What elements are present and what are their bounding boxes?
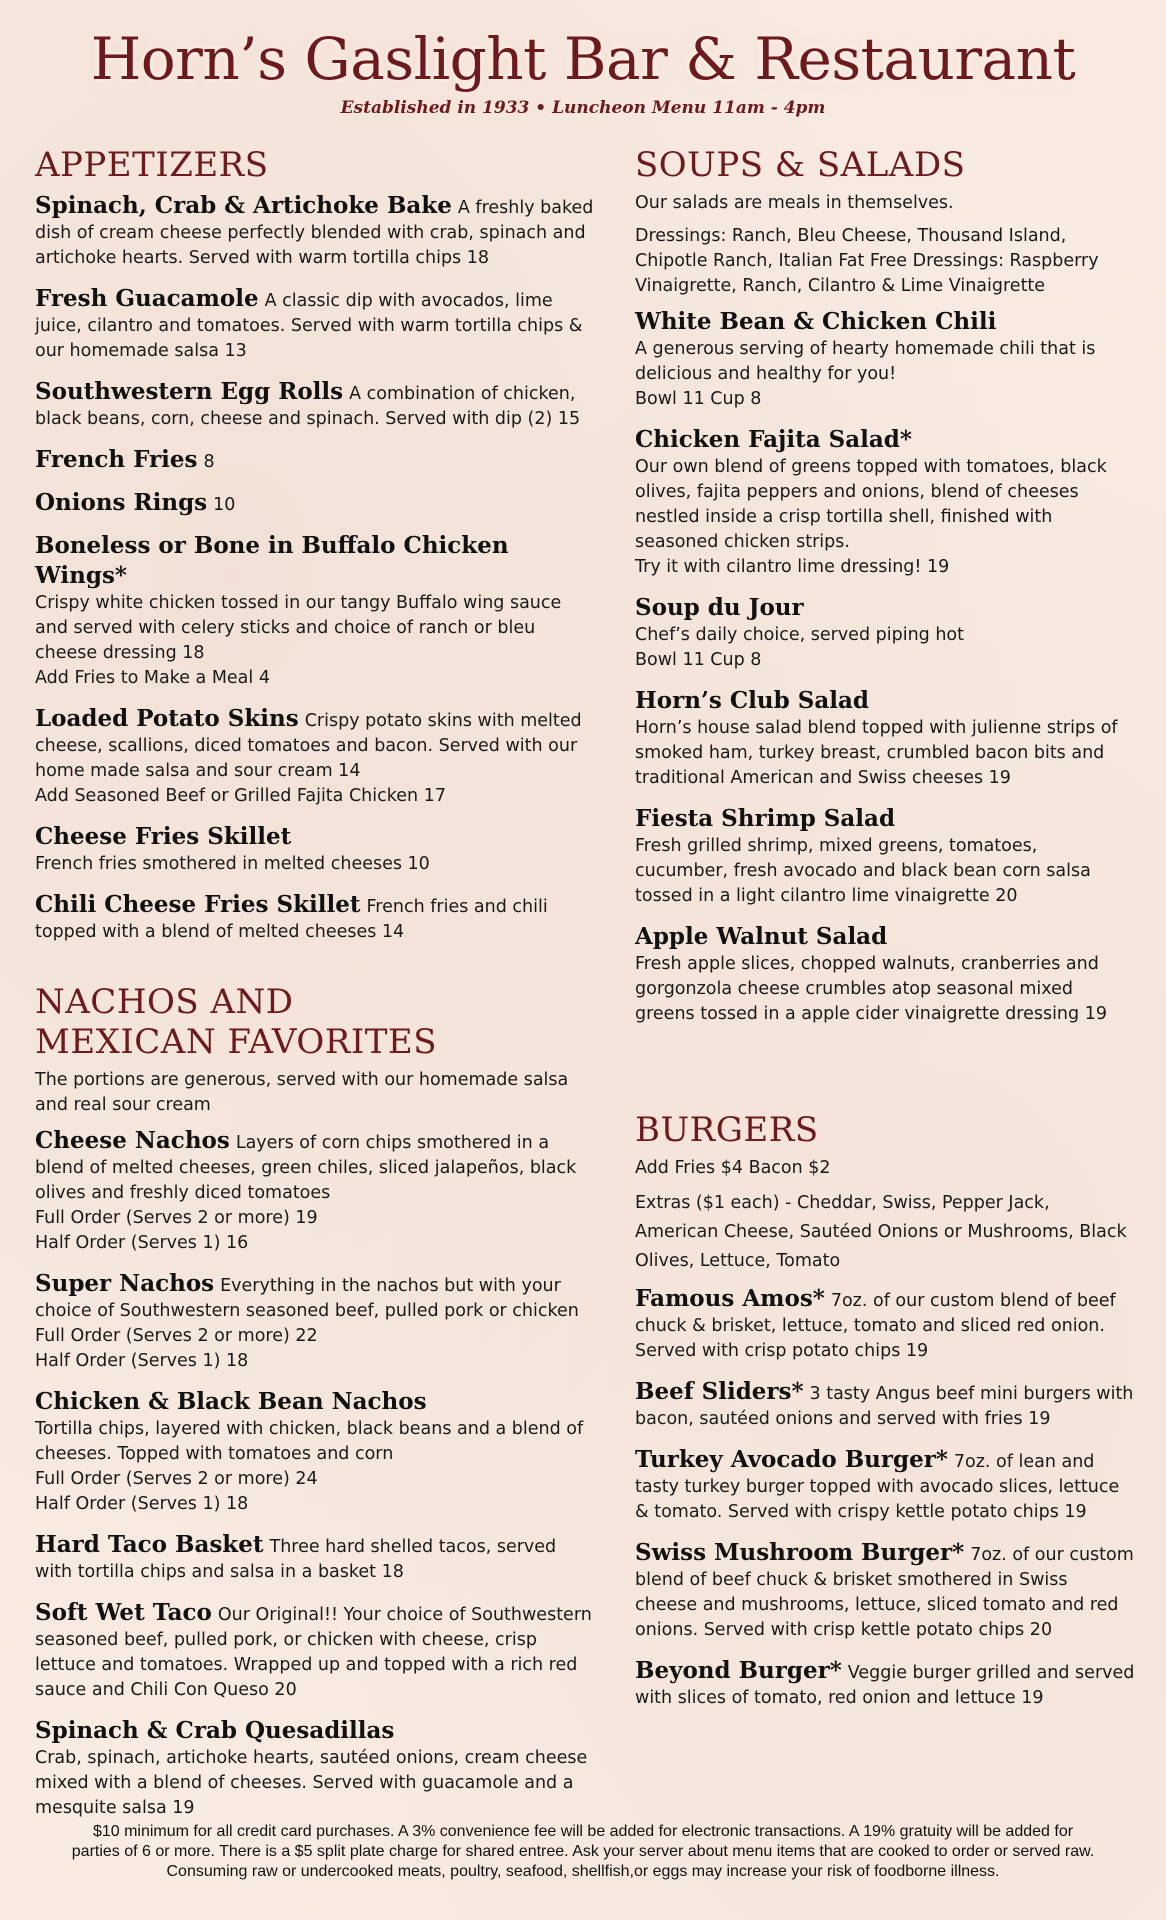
soups-salads-section [635,145,1135,1027]
item-half-order: Half Order (Serves 1) 18 [35,1494,249,1514]
menu-item [35,1269,595,1374]
menu-item [635,593,1135,673]
item-name: Beyond Burger* [635,1657,842,1684]
menu-item [35,284,595,364]
item-description: A combination of chicken, black beans, corn, cheese and spinach. Served with dip (2) 15 [35,384,581,429]
item-description: Crab, spinach, artichoke hearts, sautéed onions, cream cheese mixed with a blend of cheeses. Served with guacamole and a mesquite salsa 19 [35,1748,588,1818]
menu-item [35,704,595,809]
item-description: Our own blend of greens topped with tomatoes, black olives, fajita peppers and onions, blend of cheeses nestled inside a crisp tortilla shell, finished with seasoned chicken strips. [635,457,1107,552]
item-description: 7oz. of our custom blend of beef chuck & brisket smothered in Swiss cheese and mushrooms, lettuce, sliced tomato and red onions. Served with crisp kettle potato chips 20 [635,1545,1134,1640]
menu-item [35,445,595,475]
section-intro: Our salads are meals in themselves. [635,193,954,213]
section-title-burgers: BURGERS [635,1110,819,1150]
item-addon: Add Fries to Make a Meal 4 [35,668,270,688]
burger-extras: Extras ($1 each) - Cheddar, Swiss, Pepper Jack, American Cheese, Sautéed Onions or Mushrooms, Black Olives, Lettuce, Tomato [635,1193,1127,1271]
footer-line: $10 minimum for all credit card purchases. A 3% convenience fee will be added for electronic transactions. A 19% gratuity will be added for [92,1823,1074,1840]
item-description: 7oz. of our custom blend of beef chuck & brisket, lettuce, tomato and sliced red onion. Served with crisp potato chips 19 [635,1291,1116,1361]
section-title-soups-salads: SOUPS & SALADS [635,145,966,185]
item-full-order: Full Order (Serves 2 or more) 24 [35,1469,318,1489]
footer-line: Consuming raw or undercooked meats, poultry, seafood, shellfish,or eggs may increase your risk of foodborne illness. [166,1863,1000,1880]
item-name: Boneless or Bone in Buffalo Chicken Wings* [35,532,509,589]
item-name: Fiesta Shrimp Salad [635,805,896,832]
left-column [35,145,595,1834]
item-description: French fries and chili topped with a blend of melted cheeses 14 [35,897,548,942]
item-name: Cheese Nachos [35,1127,230,1154]
menu-subtitle: Established in 1933 • Luncheon Menu 11am - 4pm [340,98,826,118]
item-description: Chef’s daily choice, served piping hot [635,625,964,645]
item-description: 7oz. of lean and tasty turkey burger topped with avocado slices, lettuce & tomato. Served with crispy kettle potato chips 19 [635,1452,1120,1522]
item-description: A generous serving of hearty homemade chili that is delicious and healthy for you! [635,339,1096,384]
item-name: White Bean & Chicken Chili [635,308,997,335]
item-name: Chili Cheese Fries Skillet [35,891,361,918]
menu-item [635,307,1135,412]
menu-item [35,890,595,945]
appetizers-section [35,145,595,945]
item-description: 3 tasty Angus beef mini burgers with bacon, sautéed onions and served with fries 19 [635,1384,1134,1429]
item-name: Beef Sliders* [635,1378,804,1405]
item-name: Loaded Potato Skins [35,705,299,732]
menu-item [635,425,1135,580]
item-addon: Add Seasoned Beef or Grilled Fajita Chicken 17 [35,786,446,806]
item-description: Layers of corn chips smothered in a blend of melted cheeses, green chiles, sliced jalapeños, black olives and freshly diced tomatoes [35,1133,577,1203]
item-price: Try it with cilantro lime dressing! 19 [635,557,950,577]
item-name: Hard Taco Basket [35,1531,264,1558]
menu-item [635,1538,1135,1643]
item-full-order: Full Order (Serves 2 or more) 19 [35,1208,318,1228]
menu-item [635,922,1135,1027]
menu-item [635,804,1135,909]
menu-item [35,191,595,271]
section-intro: The portions are generous, served with our homemade salsa and real sour cream [35,1070,569,1115]
menu-item [35,1387,595,1517]
item-name: Famous Amos* [635,1285,825,1312]
item-description: Our Original!! Your choice of Southwestern seasoned beef, pulled pork, or chicken with cheese, crisp lettuce and tomatoes. Wrapped up and topped with a rich red sauce and Chili Con Queso 20 [35,1605,592,1700]
menu-item [35,1530,595,1585]
item-name: Southwestern Egg Rolls [35,378,344,405]
section-title-appetizers: APPETIZERS [35,145,269,185]
menu-item [35,488,595,518]
menu-item [35,377,595,432]
section-title-line: NACHOS AND [35,982,294,1022]
menu-header [0,22,1166,118]
menu-item [35,1126,595,1256]
item-description: Veggie burger grilled and served with slices of tomato, red onion and lettuce 19 [635,1663,1135,1708]
menu-item [35,822,595,877]
footer-line: parties of 6 or more. There is a $5 split plate charge for shared entree. Ask your server about menu items that are cooked to order or served raw. [71,1843,1095,1860]
item-name: Super Nachos [35,1270,215,1297]
item-name: Chicken & Black Bean Nachos [35,1388,427,1415]
item-price: 10 [213,495,236,515]
item-name: Spinach, Crab & Artichoke Bake [35,192,452,219]
item-description: Everything in the nachos but with your choice of Southwestern seasoned beef, pulled pork or chicken [35,1276,579,1321]
burgers-section [635,1110,1135,1711]
nachos-section [35,982,595,1821]
dressings-list: Dressings: Ranch, Bleu Cheese, Thousand Island, Chipotle Ranch, Italian Fat Free Dressings: Raspberry Vinaigrette, Ranch, Cilantro & Lime Vinaigrette [635,226,1099,296]
item-description: French fries smothered in melted cheeses 10 [35,854,430,874]
item-description: Crispy white chicken tossed in our tangy Buffalo wing sauce and served with celery sticks and choice of ranch or bleu cheese dressing 18 [35,593,562,663]
item-name: Onions Rings [35,489,208,516]
menu-item [35,531,595,691]
section-title-line: MEXICAN FAVORITES [35,1022,438,1062]
item-description: A freshly baked dish of cream cheese perfectly blended with crab, spinach and artichoke hearts. Served with warm tortilla chips 18 [35,198,594,268]
burger-addons: Add Fries $4 Bacon $2 [635,1158,831,1178]
right-column [635,145,1135,1724]
menu-item [635,1377,1135,1432]
item-full-order: Full Order (Serves 2 or more) 22 [35,1326,318,1346]
item-description: Horn’s house salad blend topped with julienne strips of smoked ham, turkey breast, crumbled bacon bits and traditional American and Swiss cheeses 19 [635,718,1118,788]
item-description: Crispy potato skins with melted cheese, scallions, diced tomatoes and bacon. Served with our home made salsa and sour cream 14 [35,711,582,781]
item-description: Tortilla chips, layered with chicken, black beans and a blend of cheeses. Topped with tomatoes and corn [35,1419,584,1464]
item-name: Cheese Fries Skillet [35,823,292,850]
item-name: French Fries [35,446,198,473]
item-name: Horn’s Club Salad [635,687,869,714]
item-description: Three hard shelled tacos, served with tortilla chips and salsa in a basket 18 [35,1537,557,1582]
item-name: Chicken Fajita Salad* [635,426,912,453]
menu-item [35,1598,595,1703]
item-name: Swiss Mushroom Burger* [635,1539,965,1566]
menu-item [35,1716,595,1821]
item-description: A classic dip with avocados, lime juice, cilantro and tomatoes. Served with warm tortilla chips & our homemade salsa 13 [35,291,583,361]
item-name: Apple Walnut Salad [635,923,888,950]
item-name: Spinach & Crab Quesadillas [35,1717,395,1744]
item-name: Soup du Jour [635,594,804,621]
item-name: Turkey Avocado Burger* [635,1446,948,1473]
menu-item [635,1284,1135,1364]
item-description: Fresh grilled shrimp, mixed greens, tomatoes, cucumber, fresh avocado and black bean corn salsa tossed in a light cilantro lime vinaigrette 20 [635,836,1091,906]
item-price: 8 [203,452,215,472]
menu-item [635,686,1135,791]
item-name: Soft Wet Taco [35,1599,212,1626]
item-half-order: Half Order (Serves 1) 16 [35,1233,249,1253]
item-price: Bowl 11 Cup 8 [635,389,762,409]
restaurant-title: Horn’s Gaslight Bar & Restaurant [90,25,1076,93]
item-half-order: Half Order (Serves 1) 18 [35,1351,249,1371]
menu-item [635,1445,1135,1525]
menu-footer [40,1822,1126,1882]
item-description: Fresh apple slices, chopped walnuts, cranberries and gorgonzola cheese crumbles atop seasonal mixed greens tossed in a apple cider vinaigrette dressing 19 [635,954,1107,1024]
item-price: Bowl 11 Cup 8 [635,650,762,670]
menu-item [635,1656,1135,1711]
section-title-nachos [35,982,595,1062]
item-name: Fresh Guacamole [35,285,259,312]
